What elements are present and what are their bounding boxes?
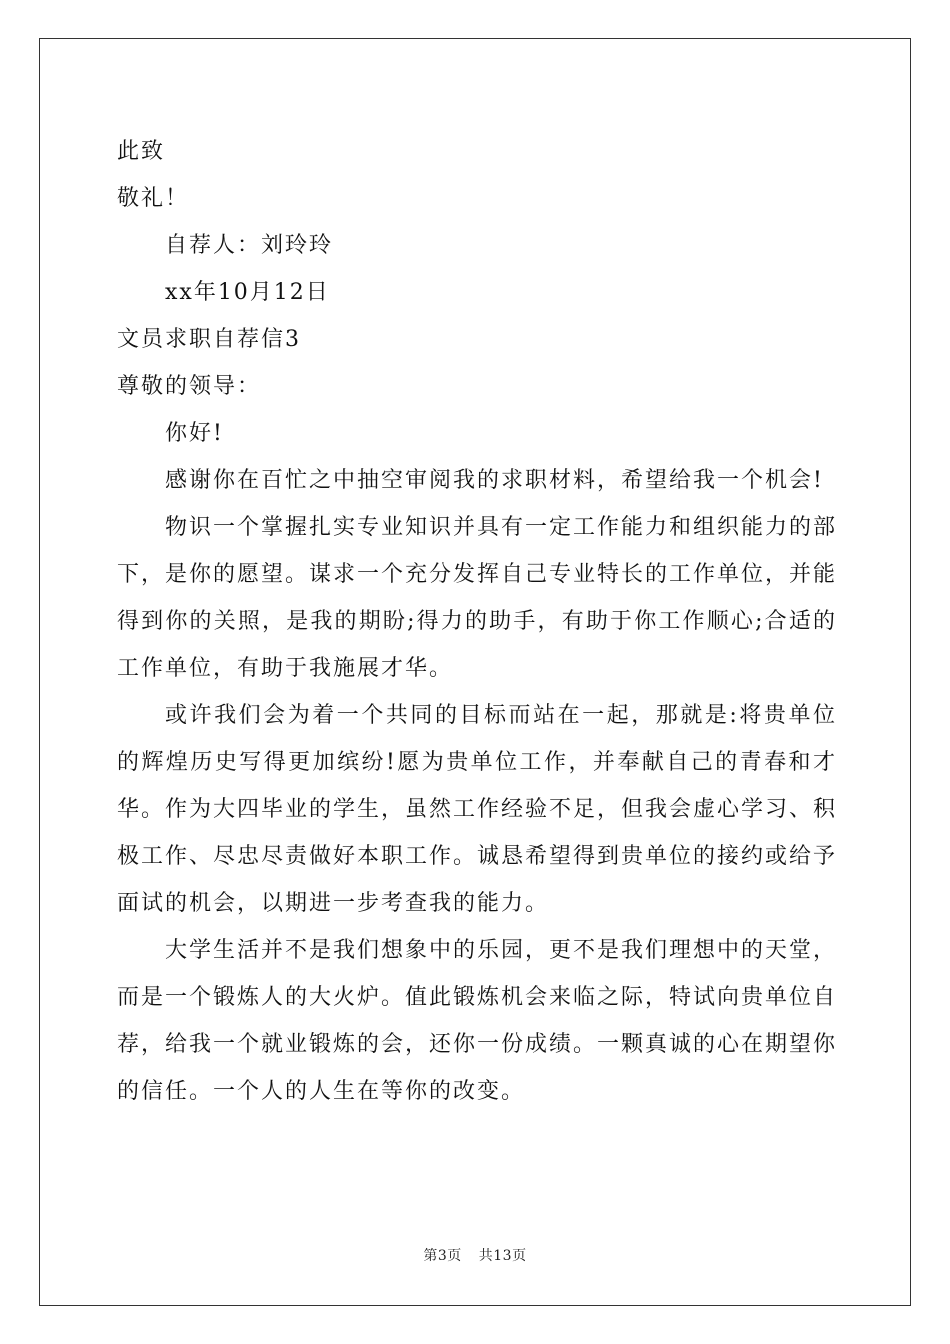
greeting-line: 你好! — [165, 421, 224, 446]
page-footer — [0, 1245, 950, 1265]
closing-text: 此致 — [117, 139, 166, 164]
letter-title: 文员求职自荐信3 — [117, 327, 301, 352]
date-line: xx年10月12日 — [165, 280, 330, 305]
body-paragraph: 大学生活并不是我们想象中的乐园，更不是我们理想中的天堂，而是一个锻炼人的大火炉。值此锻炼机会来临之际，特试向贵单位自荐，给我一个就业锻炼的会，还你一份成绩。一颗真诚的心在期望你的信任。一个人的人生在等你的改变。 — [117, 938, 838, 1104]
body-paragraph: 物识一个掌握扎实专业知识并具有一定工作能力和组织能力的部下，是你的愿望。谋求一个充分发挥自己专业特长的工作单位，并能得到你的关照，是我的期盼;得力的助手，有助于你工作顺心;合适的工作单位，有助于我施展才华。 — [117, 515, 838, 681]
document-body — [117, 128, 837, 1115]
page-total: 共13页 — [478, 1248, 527, 1264]
salutation-text: 敬礼！ — [117, 186, 190, 211]
signature-line: 自荐人：刘玲玲 — [165, 233, 334, 258]
addressee-line: 尊敬的领导： — [117, 374, 262, 399]
body-paragraph: 感谢你在百忙之中抽空审阅我的求职材料，希望给我一个机会! — [165, 468, 824, 493]
body-paragraph: 或许我们会为着一个共同的目标而站在一起，那就是:将贵单位的辉煌历史写得更加缤纷!愿为贵单位工作，并奉献自己的青春和才华。作为大四毕业的学生，虽然工作经验不足，但我会虚心学习、积极工作、尽忠尽责做好本职工作。诚恳希望得到贵单位的接约或给予面试的机会，以期进一步考查我的能力。 — [117, 703, 838, 916]
page-number: 第3页 — [423, 1248, 462, 1264]
